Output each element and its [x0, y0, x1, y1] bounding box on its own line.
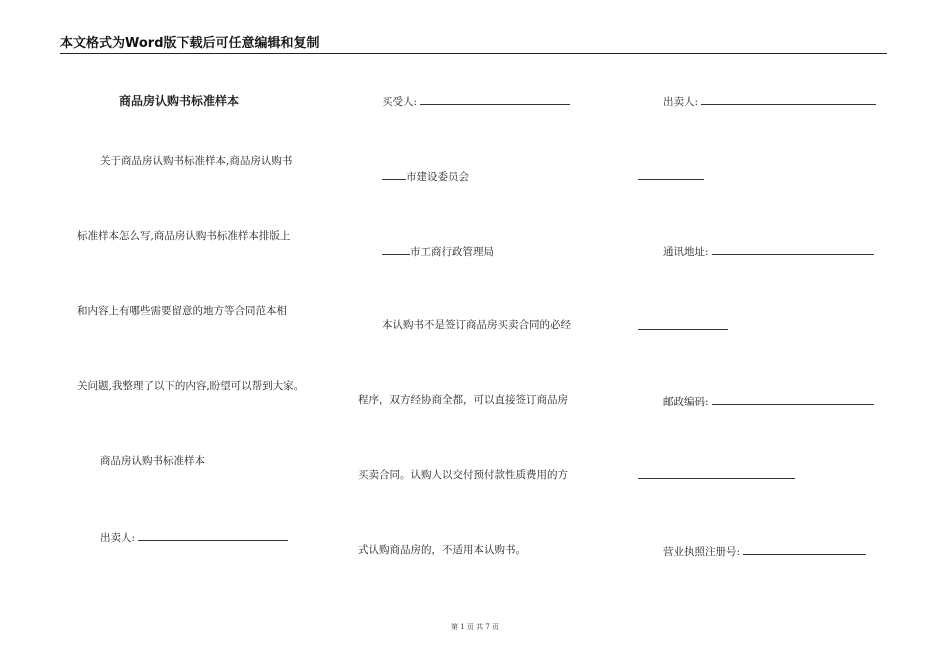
buyer-field: [382, 94, 570, 109]
note-line-4: 式认购商品房的，不适用本认购书。: [358, 544, 526, 556]
page-number: 第 1 页 共 7 页: [450, 623, 500, 631]
license-blank-line: [743, 544, 866, 555]
seller-field: [100, 530, 288, 545]
license-field: [663, 544, 866, 559]
address-field: [663, 244, 874, 259]
seller-label: 出卖人:: [100, 532, 136, 544]
blank-line-2: [638, 329, 728, 330]
city-commission-label: 市建设委员会: [406, 171, 469, 183]
section-subtitle: 商品房认购书标准样本: [100, 455, 205, 467]
license-label: 营业执照注册号:: [663, 546, 741, 558]
postcode-field: [663, 394, 874, 409]
note-line-3: 买卖合同。认购人以交付预付款性质费用的方: [358, 469, 568, 481]
city-commission-field: [382, 169, 469, 184]
seller-label-right: 出卖人:: [663, 96, 699, 108]
seller-blank-line-right: [701, 94, 876, 105]
seller-field-right: [663, 94, 876, 109]
address-label: 通讯地址:: [663, 246, 709, 258]
buyer-label: 买受人:: [382, 96, 418, 108]
document-title: 商品房认购书标准样本: [119, 94, 240, 108]
intro-paragraph-line-4: 关问题,我整理了以下的内容,盼望可以帮到大家。: [77, 380, 305, 392]
seller-blank-line: [138, 530, 288, 541]
header-title: 本文格式为Word版下载后可任意编辑和复制: [60, 36, 320, 51]
postcode-label: 邮政编码:: [663, 396, 709, 408]
city-commission-blank: [382, 169, 406, 180]
intro-paragraph-line-3: 和内容上有哪些需要留意的地方等合同范本相: [77, 305, 287, 317]
intro-paragraph-line-1: 关于商品房认购书标准样本,商品房认购书: [100, 155, 293, 167]
buyer-blank-line: [420, 94, 570, 105]
note-line-2: 程序，双方经协商全都，可以直接签订商品房: [358, 394, 568, 406]
city-admin-field: [382, 244, 494, 259]
note-line-1: 本认购书不是签订商品房买卖合同的必经: [382, 319, 571, 331]
postcode-blank-line: [712, 394, 874, 405]
blank-line-1: [638, 179, 704, 180]
city-admin-blank: [382, 244, 410, 255]
blank-line-3: [638, 478, 795, 479]
address-blank-line: [712, 244, 874, 255]
document-header: [60, 36, 887, 54]
city-admin-label: 市工商行政管理局: [410, 246, 494, 258]
intro-paragraph-line-2: 标准样本怎么写,商品房认购书标准样本排版上: [77, 230, 291, 242]
